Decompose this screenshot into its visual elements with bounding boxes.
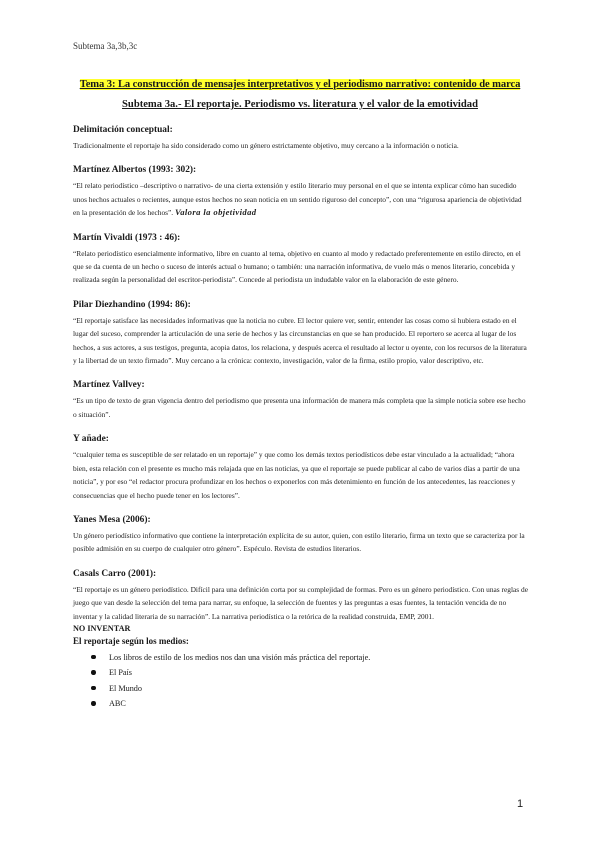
bullet-icon	[91, 655, 96, 660]
page-header: Subtema 3a,3b,3c	[73, 41, 138, 51]
bullet-icon	[91, 670, 96, 675]
spacer	[73, 502, 529, 514]
list-item: El País	[73, 665, 529, 681]
list-item: Los libros de estilo de los medios nos dan una visión más práctica del reportaje.	[73, 650, 529, 666]
title-block	[73, 74, 527, 110]
section-heading-diezhandino: Pilar Diezhandino (1994: 86):	[73, 299, 191, 310]
document-subtitle: Subtema 3a.- El reportaje. Periodismo vs. literatura y el valor de la emotividad	[122, 99, 478, 110]
section-body-y-anade: “cualquier tema es susceptible de ser relatado en un reportaje” y que como los demás textos periodísticos debe estar vinculado a la actualidad; “ahora bien, esta relación con el presente es mucho más relajada que en las noticias, ya que el reportaje se puede publicar al cabo de varios días a partir de una noticia”, y por eso “el redactor procura profundizar en los hechos o exponerlos con más detenimiento en función de los antecedentes, las reacciones y consecuencias que el hecho puede tener en los lectores”.	[73, 450, 520, 500]
bullet-icon	[91, 686, 96, 691]
spacer	[73, 556, 529, 568]
highlight-text: Valora la objetividad	[175, 207, 257, 218]
media-heading: El reportaje según los medios:	[73, 635, 189, 646]
section-heading-casals-carro: Casals Carro (2001):	[73, 568, 157, 579]
no-inventar-label: NO INVENTAR	[73, 623, 131, 633]
section-heading-y-anade: Y añade:	[73, 434, 109, 445]
document-body	[73, 124, 529, 712]
spacer	[73, 421, 529, 433]
section-body-casals-carro: “El reportaje es un género periodístico. Difícil para una definición corta por su complejidad de formas. Pero es un género periodístico. Con unas reglas de juego que van desde la selección del tema para narrar, su enfoque, la selección de fuentes y las preguntas a esas fuentes, la tentación vencida de no inventar y la calidad literaria de su narración”. La narrativa periodística o la retórica de la realidad construida, EMP, 2001.	[73, 584, 528, 621]
bullet-icon	[91, 701, 96, 706]
spacer	[73, 287, 529, 299]
section-body-delimitacion: Tradicionalmente el reportaje ha sido considerado como un género estrictamente objetivo, muy cercano a la información o noticia.	[73, 141, 459, 150]
spacer	[73, 220, 529, 232]
page-number: 1	[517, 798, 524, 810]
section-body-yanes-mesa: Un género periodístico informativo que contiene la interpretación explícita de su autor, quien, con estilo literario, firma un texto que se caracteriza por la posible admisión en su cuerpo de cualquier otro género”. Espéculo. Revista de estudios literarios.	[73, 530, 525, 554]
section-heading-martinez-vallvey: Martínez Vallvey:	[73, 380, 145, 391]
spacer	[73, 367, 529, 379]
section-body-martinez-albertos	[73, 179, 529, 219]
section-heading-martin-vivaldi: Martín Vivaldi (1973 : 46):	[73, 232, 181, 243]
section-heading-martinez-albertos: Martínez Albertos (1993: 302):	[73, 165, 197, 176]
section-body-martin-vivaldi: “Relato periodístico esencialmente informativo, libre en cuanto al tema, objetivo en cuanto al modo y redactado preferentemente en estilo directo, en el que se da cuenta de un hecho o suceso de interés actual o humano; o también: una narración informativa, de vuelo más o menos literario, concebida y realizada según la personalidad del escritor-periodista”. Concede al periodista un indudable valor en la elaboración de este género.	[73, 248, 521, 285]
quote-text: “El relato periodístico –descriptivo o narrativo- de una cierta extensión y estilo literario muy personal en el que se intenta explicar cómo han sucedido unos hechos actuales o recientes, aunque estos hechos no sean noticia en un sentido riguroso del concepto”, con una “rigurosa apariencia de objetividad en la presentación de los hechos”.	[73, 181, 522, 218]
spacer	[73, 152, 529, 164]
section-body-martinez-vallvey: “Es un tipo de texto de gran vigencia dentro del periodismo que presenta una información de manera más completa que la simple noticia sobre ese hecho o situación”.	[73, 396, 526, 419]
section-heading-yanes-mesa: Yanes Mesa (2006):	[73, 514, 151, 525]
section-body-diezhandino: “El reportaje satisface las necesidades informativas que la noticia no cubre. El lector quiere ver, sentir, entender las cosas como si hubiera estado en el lugar del suceso, comprender la articulación de una serie de hechos y las circunstancias en que se han producido. El reportero se acerca al lugar de los hechos, a sus actores, a sus testigos, pregunta, acopia datos, los relaciona, y después acerca el resultado al lector u oyente, con los recursos de la literatura y la libertad de un texto firmado”. Muy cercano a la crónica: contexto, investigación, valor de la firma, estilo propio, valor descriptivo, etc.	[73, 315, 527, 366]
section-heading-delimitacion: Delimitación conceptual:	[73, 125, 173, 135]
document-title: Tema 3: La construcción de mensajes interpretativos y el periodismo narrativo: contenido de marca	[79, 79, 521, 90]
media-list	[73, 650, 529, 712]
list-item: ABC	[73, 696, 529, 712]
list-item: El Mundo	[73, 681, 529, 697]
